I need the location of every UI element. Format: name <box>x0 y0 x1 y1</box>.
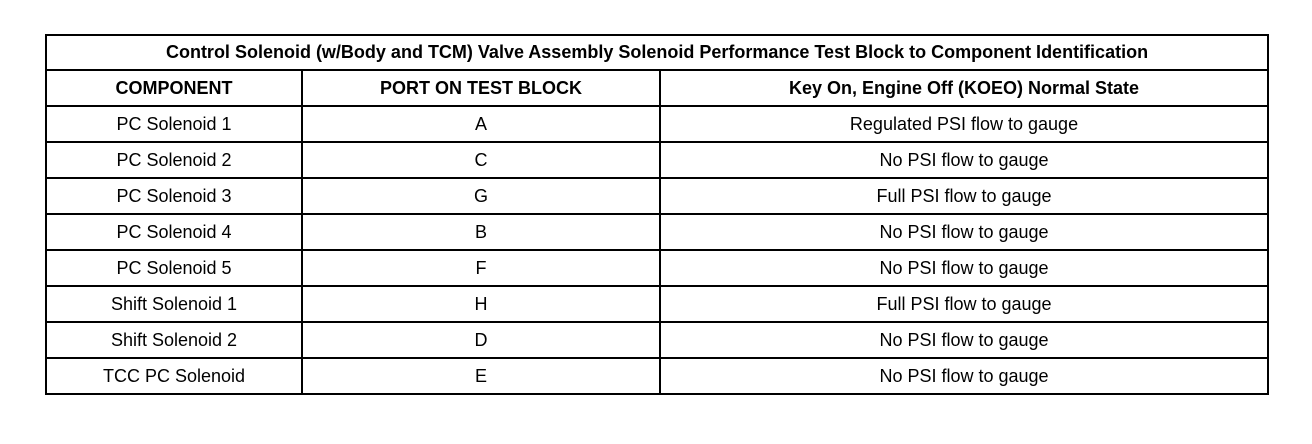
state-cell: No PSI flow to gauge <box>660 322 1268 358</box>
port-cell: D <box>302 322 660 358</box>
component-cell: Shift Solenoid 2 <box>46 322 302 358</box>
column-header-component: COMPONENT <box>46 70 302 106</box>
component-cell: PC Solenoid 3 <box>46 178 302 214</box>
table-row <box>46 322 1268 358</box>
port-cell: C <box>302 142 660 178</box>
table-row <box>46 250 1268 286</box>
header-row <box>46 70 1268 106</box>
table-row <box>46 286 1268 322</box>
component-cell: PC Solenoid 5 <box>46 250 302 286</box>
state-cell: No PSI flow to gauge <box>660 142 1268 178</box>
table-title: Control Solenoid (w/Body and TCM) Valve Assembly Solenoid Performance Test Block to Component Identification <box>46 35 1268 70</box>
component-cell: PC Solenoid 1 <box>46 106 302 142</box>
state-cell: Full PSI flow to gauge <box>660 178 1268 214</box>
port-cell: H <box>302 286 660 322</box>
component-cell: PC Solenoid 4 <box>46 214 302 250</box>
component-cell: PC Solenoid 2 <box>46 142 302 178</box>
port-cell: B <box>302 214 660 250</box>
column-header-port: PORT ON TEST BLOCK <box>302 70 660 106</box>
state-cell: Full PSI flow to gauge <box>660 286 1268 322</box>
port-cell: E <box>302 358 660 394</box>
port-cell: G <box>302 178 660 214</box>
table-row <box>46 142 1268 178</box>
state-cell: Regulated PSI flow to gauge <box>660 106 1268 142</box>
solenoid-identification-table <box>45 34 1269 395</box>
table-row <box>46 214 1268 250</box>
table-row <box>46 106 1268 142</box>
state-cell: No PSI flow to gauge <box>660 250 1268 286</box>
component-cell: TCC PC Solenoid <box>46 358 302 394</box>
state-cell: No PSI flow to gauge <box>660 358 1268 394</box>
state-cell: No PSI flow to gauge <box>660 214 1268 250</box>
column-header-koeo-state: Key On, Engine Off (KOEO) Normal State <box>660 70 1268 106</box>
port-cell: F <box>302 250 660 286</box>
title-row <box>46 35 1268 70</box>
port-cell: A <box>302 106 660 142</box>
table-row <box>46 178 1268 214</box>
table-row <box>46 358 1268 394</box>
component-cell: Shift Solenoid 1 <box>46 286 302 322</box>
